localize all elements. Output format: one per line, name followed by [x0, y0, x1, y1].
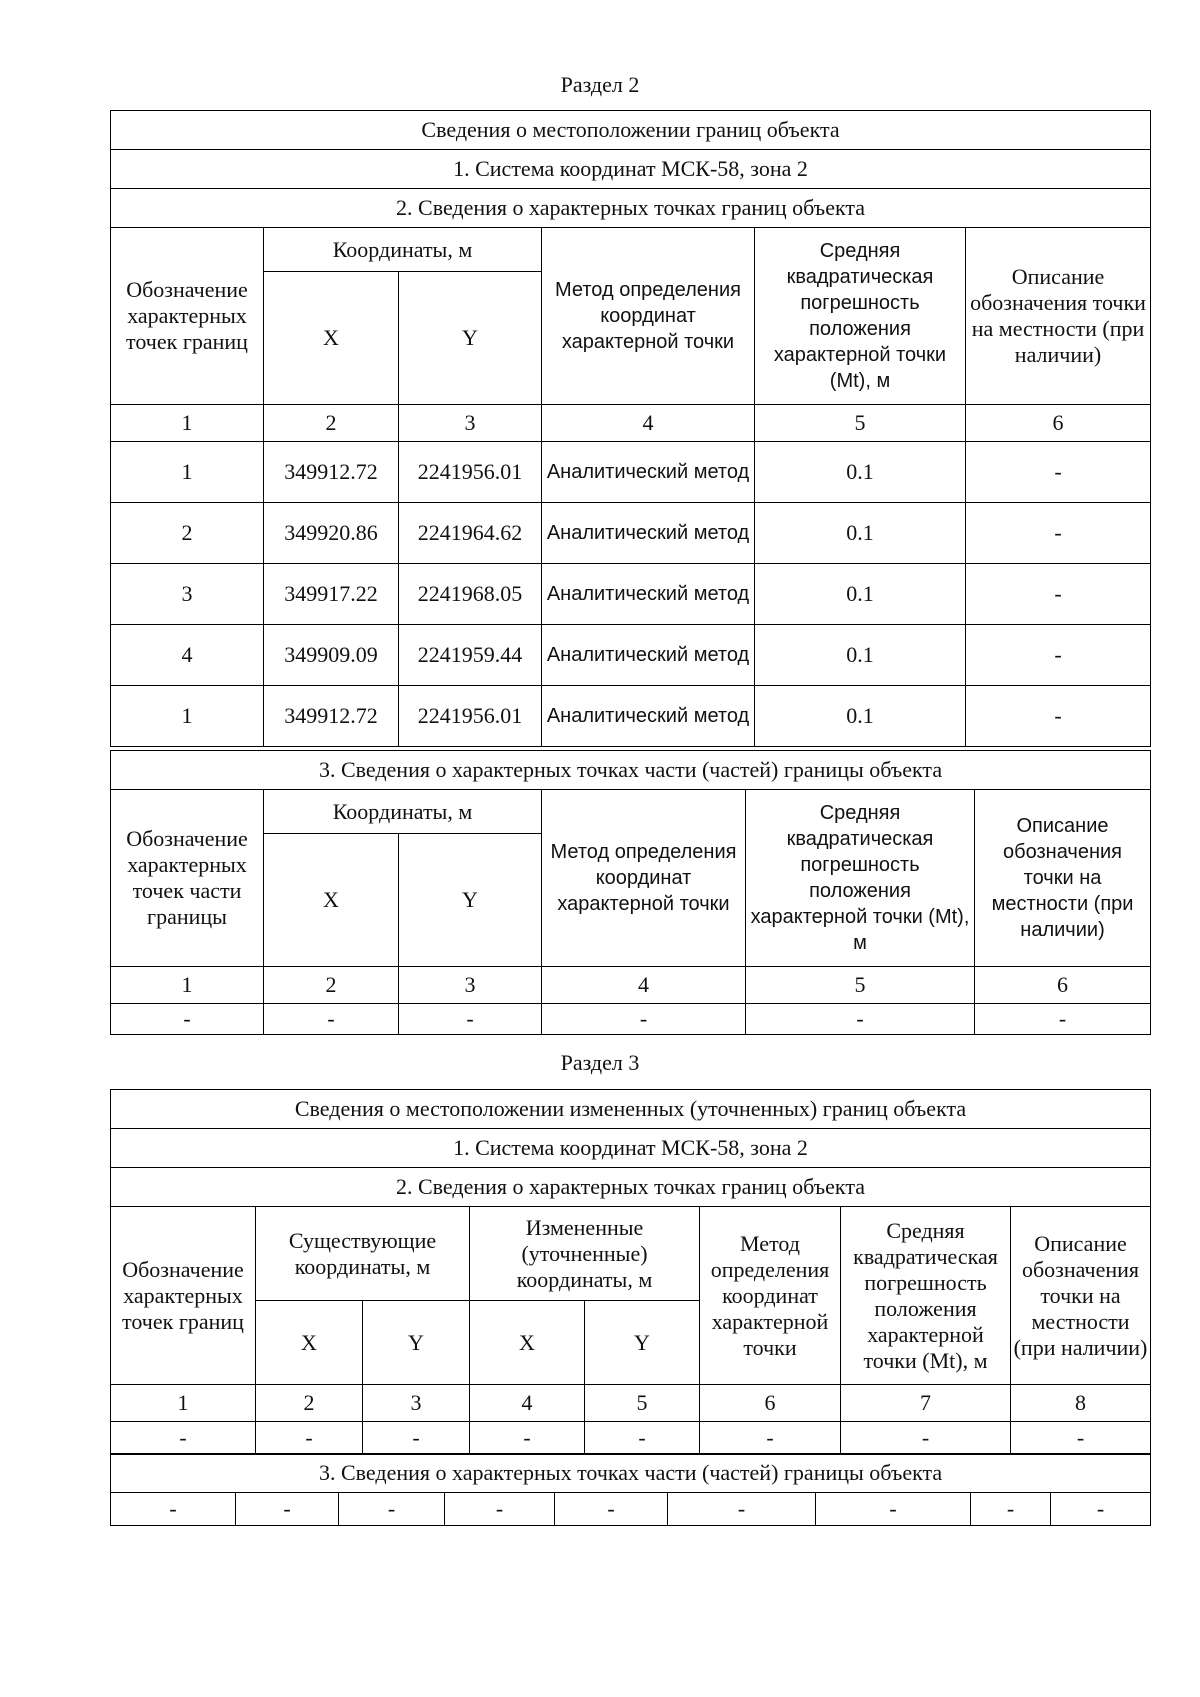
s3-col-number: 2 — [256, 1385, 363, 1422]
coord-x: 349909.09 — [264, 625, 399, 686]
s2-col-number: 1 — [111, 405, 264, 442]
s2p-col-number: 6 — [975, 967, 1151, 1004]
empty-cell: - — [339, 1493, 445, 1526]
coord-x: 349920.86 — [264, 503, 399, 564]
empty-cell: - — [111, 1422, 256, 1455]
s3-header-y-changed: Y — [585, 1301, 700, 1385]
s2p-col-number: 5 — [746, 967, 975, 1004]
description: - — [966, 686, 1151, 747]
s3-heading: Сведения о местоположении измененных (уточненных) границ объекта — [111, 1090, 1151, 1129]
section-3-parts-table — [110, 1453, 1151, 1526]
s2p-header-error: Средняя квадратическая погрешность положения характерной точки (Mt), м — [746, 790, 975, 967]
point-number: 1 — [111, 686, 264, 747]
empty-cell: - — [816, 1493, 971, 1526]
s2-header-y: Y — [399, 272, 542, 405]
method: Аналитический метод — [542, 442, 755, 503]
section-2-title: Раздел 2 — [560, 72, 640, 97]
s2-header-designation: Обозначение характерных точек границ — [111, 228, 264, 405]
section-3-boundary-table — [110, 1089, 1151, 1455]
s2-col-number: 2 — [264, 405, 399, 442]
description: - — [966, 503, 1151, 564]
empty-cell: - — [111, 1004, 264, 1035]
s3-col-number: 5 — [585, 1385, 700, 1422]
table-row — [111, 564, 1151, 625]
s3-col-number: 3 — [363, 1385, 470, 1422]
coord-y: 2241964.62 — [399, 503, 542, 564]
s3-header-method: Метод определения координат характерной точки — [700, 1207, 841, 1385]
point-number: 1 — [111, 442, 264, 503]
coord-y: 2241956.01 — [399, 686, 542, 747]
coord-x: 349912.72 — [264, 686, 399, 747]
s3-col-number: 6 — [700, 1385, 841, 1422]
empty-cell: - — [746, 1004, 975, 1035]
empty-cell: - — [111, 1493, 236, 1526]
s2p-col-number: 3 — [399, 967, 542, 1004]
coord-x: 349917.22 — [264, 564, 399, 625]
empty-cell: - — [585, 1422, 700, 1455]
empty-cell: - — [975, 1004, 1151, 1035]
empty-cell: - — [256, 1422, 363, 1455]
section-2-boundary-table — [110, 110, 1151, 747]
s3-col-number: 1 — [111, 1385, 256, 1422]
table-row — [111, 625, 1151, 686]
s2-header-description: Описание обозначения точки на местности (при наличии) — [966, 228, 1151, 405]
s2-coord-system: 1. Система координат МСК-58, зона 2 — [111, 150, 1151, 189]
s3-header-x-existing: X — [256, 1301, 363, 1385]
description: - — [966, 625, 1151, 686]
s3-coord-system: 1. Система координат МСК-58, зона 2 — [111, 1129, 1151, 1168]
s2-col-number: 6 — [966, 405, 1151, 442]
s2p-header-y: Y — [399, 834, 542, 967]
error: 0.1 — [755, 503, 966, 564]
empty-cell: - — [470, 1422, 585, 1455]
s3-header-existing: Существующие координаты, м — [256, 1207, 470, 1301]
method: Аналитический метод — [542, 625, 755, 686]
error: 0.1 — [755, 442, 966, 503]
coord-y: 2241959.44 — [399, 625, 542, 686]
empty-cell: - — [542, 1004, 746, 1035]
point-number: 4 — [111, 625, 264, 686]
s2p-header-x: X — [264, 834, 399, 967]
s3-points-heading: 2. Сведения о характерных точках границ объекта — [111, 1168, 1151, 1207]
s2-parts-heading: 3. Сведения о характерных точках части (частей) границы объекта — [111, 751, 1151, 790]
empty-cell: - — [700, 1422, 841, 1455]
s2p-col-number: 4 — [542, 967, 746, 1004]
s3-header-y-existing: Y — [363, 1301, 470, 1385]
s2p-col-number: 1 — [111, 967, 264, 1004]
s2-header-error: Средняя квадратическая погрешность положения характерной точки (Mt), м — [755, 228, 966, 405]
s2-points-heading: 2. Сведения о характерных точках границ объекта — [111, 189, 1151, 228]
table-row — [111, 1004, 1151, 1035]
empty-cell: - — [841, 1422, 1011, 1455]
description: - — [966, 564, 1151, 625]
table-row — [111, 503, 1151, 564]
coord-y: 2241968.05 — [399, 564, 542, 625]
empty-cell: - — [971, 1493, 1051, 1526]
s2-header-method: Метод определения координат характерной точки — [542, 228, 755, 405]
s3-col-number: 7 — [841, 1385, 1011, 1422]
s3-header-description: Описание обозначения точки на местности (при наличии) — [1011, 1207, 1151, 1385]
s3-col-number: 8 — [1011, 1385, 1151, 1422]
error: 0.1 — [755, 564, 966, 625]
s2-col-number: 5 — [755, 405, 966, 442]
point-number: 3 — [111, 564, 264, 625]
s2-heading: Сведения о местоположении границ объекта — [111, 111, 1151, 150]
s2p-header-designation: Обозначение характерных точек части границы — [111, 790, 264, 967]
s2-header-coords: Координаты, м — [264, 228, 542, 272]
s2p-header-coords: Координаты, м — [264, 790, 542, 834]
s2-col-number: 3 — [399, 405, 542, 442]
empty-cell: - — [399, 1004, 542, 1035]
method: Аналитический метод — [542, 503, 755, 564]
empty-cell: - — [555, 1493, 668, 1526]
s3-header-x-changed: X — [470, 1301, 585, 1385]
s3-header-error: Средняя квадратическая погрешность положения характерной точки (Mt), м — [841, 1207, 1011, 1385]
table-row — [111, 442, 1151, 503]
s2-header-x: X — [264, 272, 399, 405]
s3-parts-heading: 3. Сведения о характерных точках части (частей) границы объекта — [111, 1454, 1151, 1493]
coord-x: 349912.72 — [264, 442, 399, 503]
s3-header-designation: Обозначение характерных точек границ — [111, 1207, 256, 1385]
s2p-header-method: Метод определения координат характерной точки — [542, 790, 746, 967]
empty-cell: - — [363, 1422, 470, 1455]
coord-y: 2241956.01 — [399, 442, 542, 503]
table-row — [111, 1493, 1151, 1526]
empty-cell: - — [668, 1493, 816, 1526]
method: Аналитический метод — [542, 564, 755, 625]
table-row — [111, 1422, 1151, 1455]
empty-cell: - — [445, 1493, 555, 1526]
s2p-header-description: Описание обозначения точки на местности (при наличии) — [975, 790, 1151, 967]
section-3-title: Раздел 3 — [560, 1050, 640, 1075]
error: 0.1 — [755, 625, 966, 686]
s3-col-number: 4 — [470, 1385, 585, 1422]
section-2-parts-table — [110, 750, 1151, 1035]
point-number: 2 — [111, 503, 264, 564]
s2p-col-number: 2 — [264, 967, 399, 1004]
s3-header-changed: Измененные (уточненные) координаты, м — [470, 1207, 700, 1301]
s2-col-number: 4 — [542, 405, 755, 442]
empty-cell: - — [236, 1493, 339, 1526]
empty-cell: - — [264, 1004, 399, 1035]
empty-cell: - — [1051, 1493, 1151, 1526]
error: 0.1 — [755, 686, 966, 747]
empty-cell: - — [1011, 1422, 1151, 1455]
description: - — [966, 442, 1151, 503]
table-row — [111, 686, 1151, 747]
method: Аналитический метод — [542, 686, 755, 747]
